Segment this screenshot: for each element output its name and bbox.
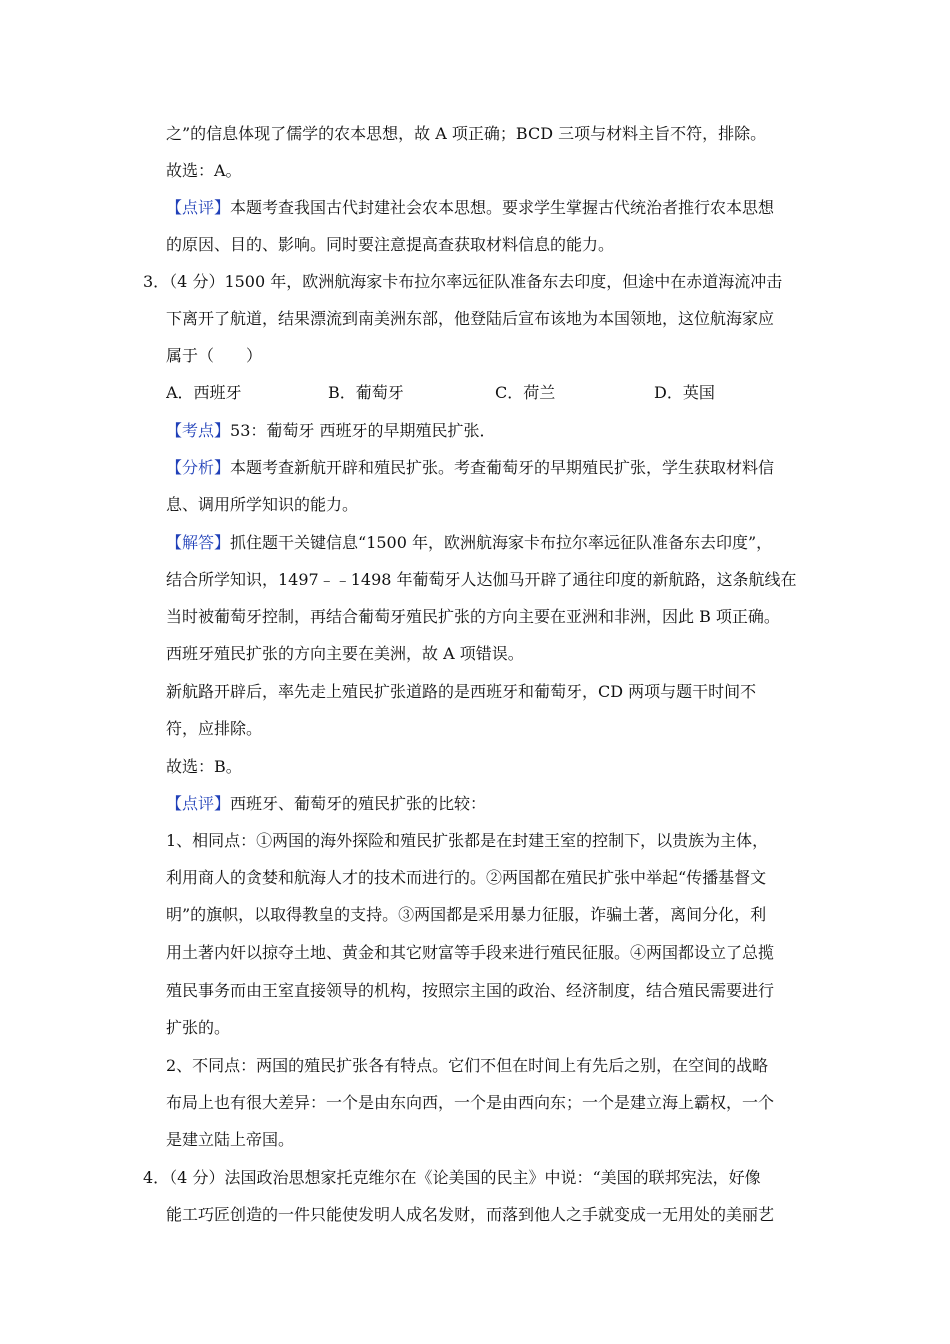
review-line (166, 194, 816, 222)
question-3-stem-line: 下离开了航道，结果漂流到南美洲东部，他登陆后宣布该地为本国领地，这位航海家应 (166, 309, 775, 328)
dianping-text-line: 用土著内奸以掠夺土地、黄金和其它财富等手段来进行殖民征服。④两国都设立了总揽 (166, 943, 775, 962)
dianping-text-line: 1、相同点：①两国的海外探险和殖民扩张都是在封建王室的控制下，以贵族为主体， (166, 831, 769, 850)
analysis-text-line: 之”的信息体现了儒学的农本思想，故 A 项正确；BCD 三项与材料主旨不符，排除。 (166, 124, 767, 143)
kaodian-text: 53：葡萄牙 西班牙的早期殖民扩张． (230, 421, 496, 440)
fenxi-text: 本题考查新航开辟和殖民扩张。考查葡萄牙的早期殖民扩张，学生获取材料信 (230, 458, 775, 477)
dianping-text-line: 2、不同点：两国的殖民扩张各有特点。它们不但在时间上有先后之别，在空间的战略 (166, 1056, 769, 1075)
review-text-line: 的原因、目的、影响。同时要注意提高查获取材料信息的能力。 (166, 235, 615, 254)
question-4-stem-line: 能工巧匠创造的一件只能使发明人成名发财，而落到他人之手就变成一无用处的美丽艺 (166, 1205, 775, 1224)
answer-line: 故选：B。 (166, 757, 242, 776)
dianping-text-line: 扩张的。 (166, 1018, 231, 1037)
jieda-text-line: 新航路开辟后，率先走上殖民扩张道路的是西班牙和葡萄牙，CD 两项与题干时间不 (166, 682, 757, 701)
dianping-text-line: 利用商人的贪婪和航海人才的技术而进行的。②两国都在殖民扩张中举起“传播基督文 (166, 868, 767, 887)
dianping-text-line: 殖民事务而由王室直接领导的机构，按照宗主国的政治、经济制度，结合殖民需要进行 (166, 981, 775, 1000)
review-tag: 【点评】 (166, 198, 231, 217)
fenxi-line (166, 454, 816, 482)
jieda-text-line: 结合所学知识，1497﹣﹣1498 年葡萄牙人达伽马开辟了通往印度的新航路，这条航线在 (166, 570, 797, 589)
question-3-options (166, 379, 816, 407)
question-4-stem: 4．（4 分）法国政治思想家托克维尔在《论美国的民主》中说：“美国的联邦宪法，好像 (143, 1168, 761, 1187)
jieda-text: 抓住题干关键信息“1500 年，欧洲航海家卡布拉尔率远征队准备东去印度”， (230, 533, 773, 552)
dianping-text-line: 明”的旗帜，以取得教皇的支持。③两国都是采用暴力征服，诈骗土著，离间分化，利 (166, 905, 767, 924)
answer-line: 故选：A。 (166, 161, 242, 180)
jieda-text-line: 当时被葡萄牙控制，再结合葡萄牙殖民扩张的方向主要在亚洲和非洲，因此 B 项正确。 (166, 607, 780, 626)
kaodian-line (166, 417, 816, 445)
option-d: D．英国 (654, 383, 715, 402)
fenxi-text-line: 息、调用所学知识的能力。 (166, 495, 359, 514)
question-3-stem-line: 属于（ ） (166, 346, 263, 365)
option-a: A．西班牙 (166, 383, 242, 402)
dianping-text: 西班牙、葡萄牙的殖民扩张的比较： (230, 794, 487, 813)
option-c: C．荷兰 (495, 383, 556, 402)
review-text: 本题考查我国古代封建社会农本思想。要求学生掌握古代统治者推行农本思想 (230, 198, 775, 217)
kaodian-tag: 【考点】 (166, 421, 231, 440)
jieda-text-line: 符，应排除。 (166, 719, 263, 738)
dianping-text-line: 是建立陆上帝国。 (166, 1130, 295, 1149)
option-b: B．葡萄牙 (328, 383, 404, 402)
dianping-line (166, 790, 816, 818)
dianping-tag: 【点评】 (166, 794, 231, 813)
question-3-stem: 3．（4 分）1500 年，欧洲航海家卡布拉尔率远征队准备东去印度，但途中在赤道海流冲击 (143, 272, 783, 291)
jieda-text-line: 西班牙殖民扩张的方向主要在美洲，故 A 项错误。 (166, 644, 524, 663)
jieda-line (166, 529, 816, 557)
fenxi-tag: 【分析】 (166, 458, 231, 477)
jieda-tag: 【解答】 (166, 533, 231, 552)
dianping-text-line: 布局上也有很大差异：一个是由东向西，一个是由西向东；一个是建立海上霸权，一个 (166, 1093, 775, 1112)
